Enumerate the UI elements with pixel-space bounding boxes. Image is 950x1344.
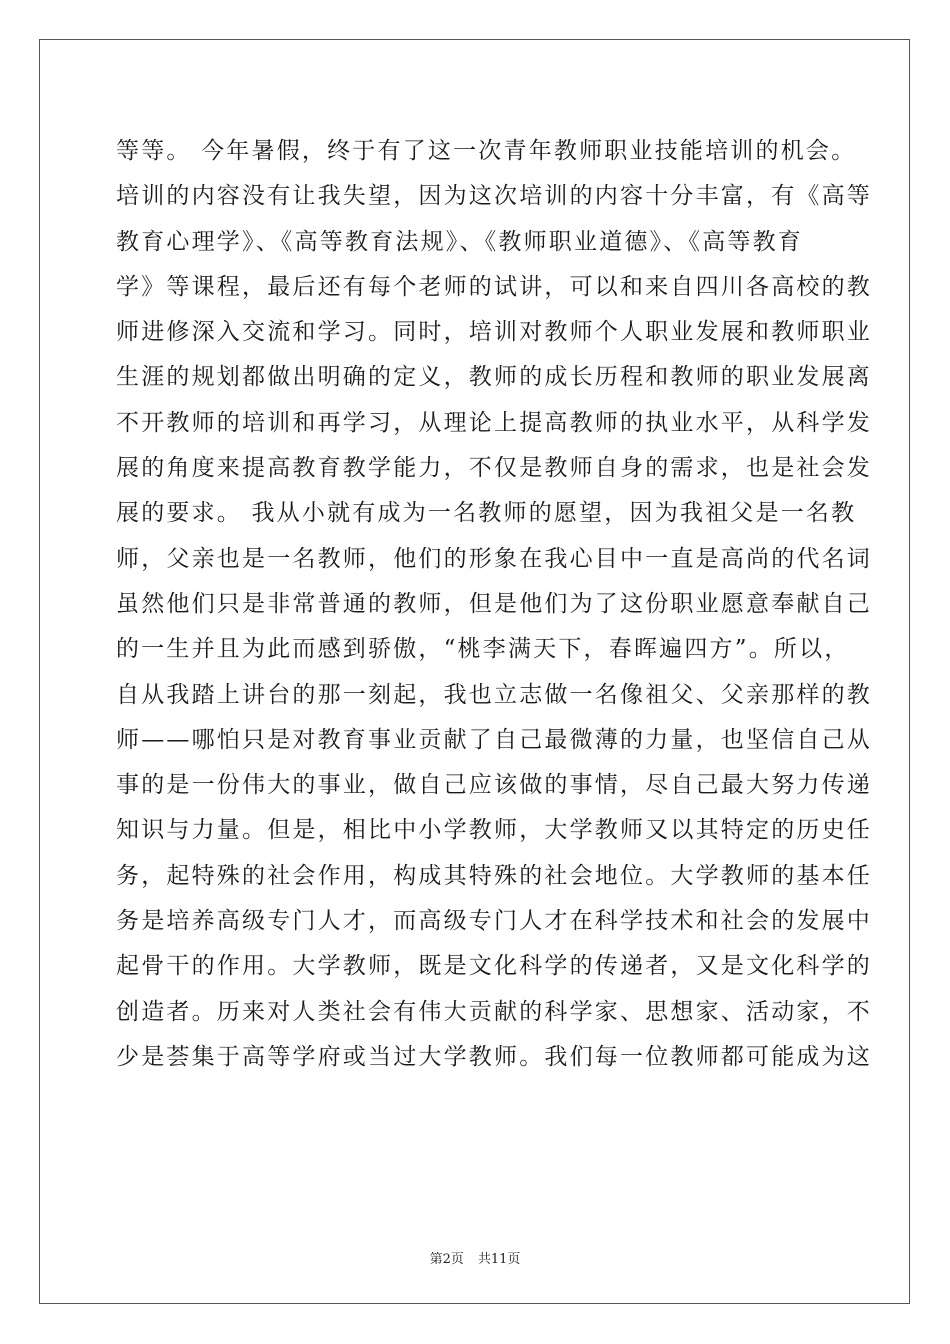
- text-line: 创造者。历来对人类社会有伟大贡献的科学家、思想家、活动家，不: [116, 998, 872, 1025]
- page-total: 共11页: [477, 1252, 521, 1267]
- text-line: 少是荟集于高等学府或当过大学教师。我们每一位教师都可能成为这: [116, 1043, 872, 1070]
- page-number: 第2页: [429, 1252, 464, 1267]
- text-line: 培训的内容没有让我失望，因为这次培训的内容十分丰富，有《高等: [116, 183, 872, 210]
- text-line: 师进修深入交流和学习。同时，培训对教师个人职业发展和教师职业: [116, 319, 872, 346]
- text-line: 务是培养高级专门人才，而高级专门人才在科学技术和社会的发展中: [116, 908, 872, 935]
- text-line: 等等。 今年暑假，终于有了这一次青年教师职业技能培训的机会。: [116, 138, 857, 164]
- text-line: 不开教师的培训和再学习，从理论上提高教师的执业水平，从科学发: [116, 409, 872, 436]
- text-line: 师——哪怕只是对教育事业贡献了自己最微薄的力量，也坚信自己从: [116, 726, 872, 753]
- text-line: 自从我踏上讲台的那一刻起，我也立志做一名像祖父、父亲那样的教: [116, 681, 872, 708]
- body-text: [116, 129, 872, 1080]
- text-line: 虽然他们只是非常普通的教师，但是他们为了这份职业愿意奉献自己: [116, 590, 872, 617]
- text-line: 学》等课程，最后还有每个老师的试讲，可以和来自四川各高校的教: [116, 273, 872, 300]
- text-line: 生涯的规划都做出明确的定义，教师的成长历程和教师的职业发展离: [116, 364, 872, 391]
- text-line: 知识与力量。但是，相比中小学教师，大学教师又以其特定的历史任: [116, 817, 872, 844]
- text-line: 起骨干的作用。大学教师，既是文化科学的传递者，又是文化科学的: [116, 953, 872, 980]
- text-line: 师，父亲也是一名教师，他们的形象在我心目中一直是高尚的代名词: [116, 545, 872, 572]
- text-line: 展的要求。 我从小就有成为一名教师的愿望，因为我祖父是一名教: [116, 500, 857, 527]
- text-line: 教育心理学》、《高等教育法规》、《教师职业道德》、《高等教育: [116, 228, 803, 255]
- text-line: 的一生并且为此而感到骄傲，“桃李满天下，春晖遍四方”。所以，: [116, 636, 850, 663]
- page-footer: [0, 1248, 950, 1267]
- text-line: 展的角度来提高教育教学能力，不仅是教师自身的需求，也是社会发: [116, 455, 872, 482]
- text-line: 事的是一份伟大的事业，做自己应该做的事情，尽自己最大努力传递: [116, 772, 872, 799]
- text-line: 务，起特殊的社会作用，构成其特殊的社会地位。大学教师的基本任: [116, 862, 872, 889]
